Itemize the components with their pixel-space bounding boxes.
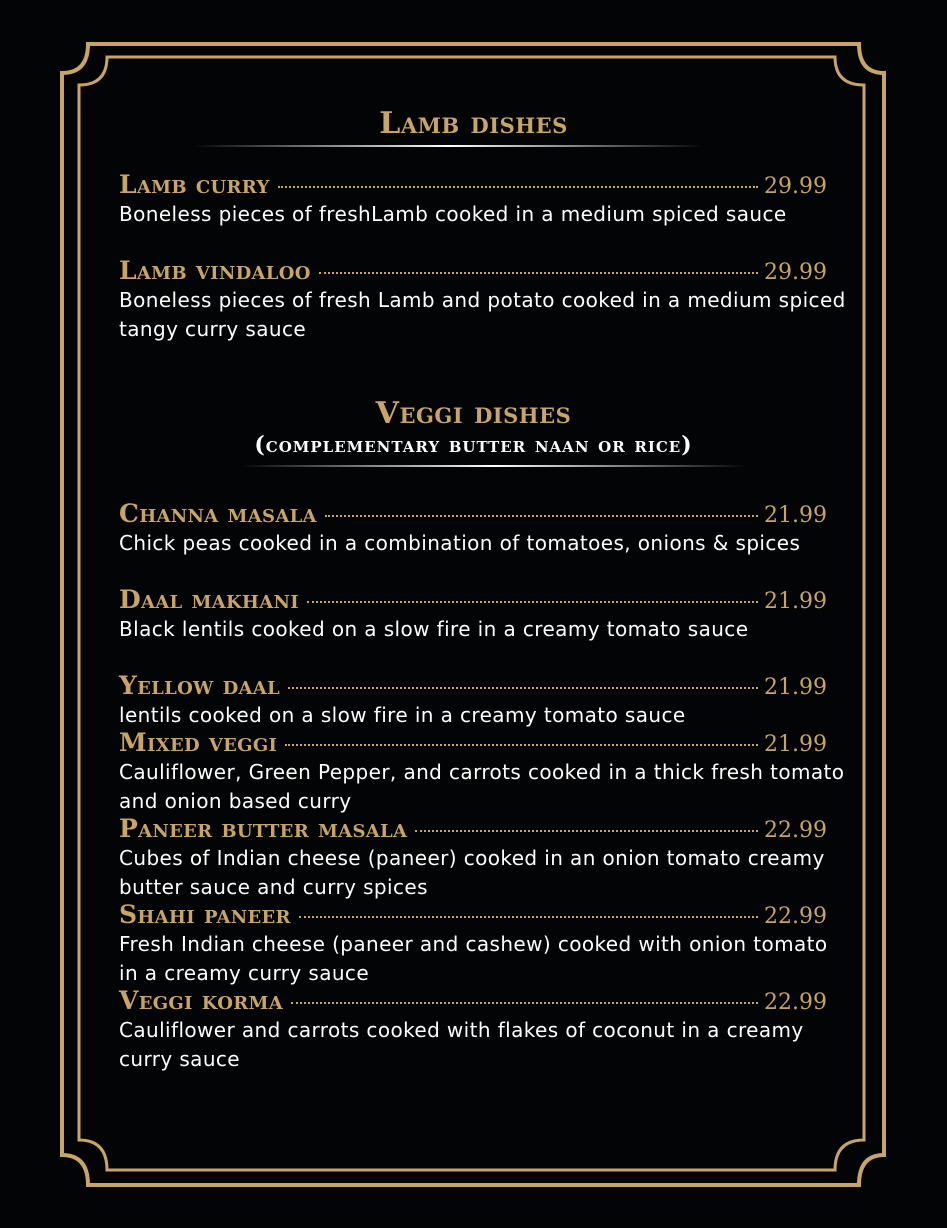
item-price: 21.99 [764, 503, 827, 528]
item-name: Daal makhani [119, 585, 299, 614]
dot-leader [307, 601, 758, 603]
item-name: Mixed veggi [119, 728, 278, 757]
item-name: Lamb curry [119, 170, 270, 199]
lamb-section-title: Lamb dishes [379, 106, 568, 141]
item-price: 21.99 [764, 675, 827, 700]
item-name: Shahi paneer [119, 900, 291, 929]
dot-leader [278, 186, 758, 188]
item-description: Cauliflower, Green Pepper, and carrots cooked in a thick fresh tomato and onion based curry [119, 760, 845, 813]
item-price: 29.99 [764, 174, 827, 199]
menu-item-veggi-korma [119, 986, 847, 1074]
item-price: 22.99 [764, 904, 827, 929]
menu-item-mixed-veggi [119, 728, 847, 816]
dot-leader [299, 916, 758, 918]
item-name: Lamb vindaloo [119, 256, 311, 285]
item-price: 29.99 [764, 260, 827, 285]
item-price: 21.99 [764, 589, 827, 614]
dot-leader [285, 744, 758, 746]
menu-item-lamb-curry [119, 170, 847, 229]
menu-item-shahi-paneer [119, 900, 847, 988]
item-name: Yellow daal [119, 671, 280, 700]
item-description: Boneless pieces of fresh Lamb and potato cooked in a medium spiced tangy curry sauce [119, 288, 846, 341]
menu-item-paneer-butter-masala [119, 814, 847, 902]
item-price: 21.99 [764, 732, 827, 757]
item-description: Boneless pieces of freshLamb cooked in a medium spiced sauce [119, 202, 787, 226]
item-name: Paneer butter masala [119, 814, 408, 843]
menu-item-yellow-daal [119, 671, 847, 730]
item-description: Black lentils cooked on a slow fire in a creamy tomato sauce [119, 617, 749, 641]
item-description: Cubes of Indian cheese (paneer) cooked in an onion tomato creamy butter sauce and curry spices [119, 846, 825, 899]
dot-leader [291, 1002, 758, 1004]
dot-leader [288, 687, 758, 689]
menu-item-channa-masala [119, 499, 847, 558]
lamb-title-divider [193, 145, 705, 147]
item-description: Fresh Indian cheese (paneer and cashew) cooked with onion tomato in a creamy curry sauce [119, 932, 828, 985]
veggi-section-subtitle: (complementary butter naan or rice) [254, 432, 693, 458]
item-price: 22.99 [764, 818, 827, 843]
item-description: lentils cooked on a slow fire in a creamy tomato sauce [119, 703, 686, 727]
menu-item-daal-makhani [119, 585, 847, 644]
dot-leader [325, 515, 758, 517]
dot-leader [319, 272, 758, 274]
item-name: Veggi korma [119, 986, 283, 1015]
item-description: Cauliflower and carrots cooked with flakes of coconut in a creamy curry sauce [119, 1018, 804, 1071]
dot-leader [415, 830, 758, 832]
veggi-section-title: Veggi dishes [375, 396, 572, 431]
item-description: Chick peas cooked in a combination of tomatoes, onions & spices [119, 531, 801, 555]
item-name: Channa masala [119, 499, 317, 528]
item-price: 22.99 [764, 990, 827, 1015]
veggi-title-divider [240, 465, 748, 467]
menu-item-lamb-vindaloo [119, 256, 847, 344]
